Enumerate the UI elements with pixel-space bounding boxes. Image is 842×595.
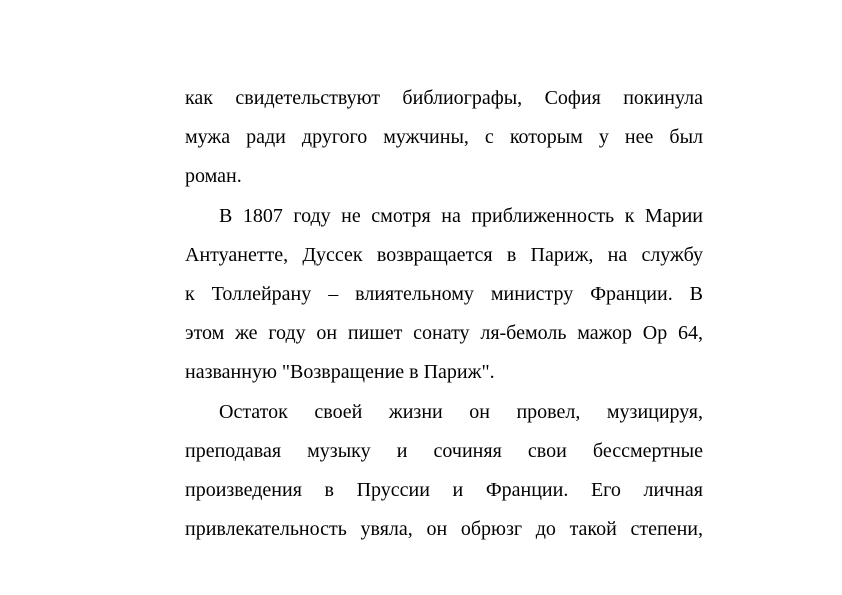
text-line: как свидетельствуют библиографы, София покинула <box>185 87 703 109</box>
text-line: преподавая музыку и сочиняя свои бессмертные <box>185 439 703 462</box>
body-text <box>185 79 703 549</box>
text-line: к Толлейрану – влиятельному министру Франции. В <box>185 282 703 305</box>
text-line: Антуанетте, Дуссек возвращается в Париж, на службу <box>185 243 703 266</box>
text-line: роман. <box>185 165 242 188</box>
text-line: мужа ради другого мужчины, с которым у нее был <box>185 126 703 149</box>
text-line: названную "Возвращение в Париж". <box>185 361 495 384</box>
text-line: этом же году он пишет сонату ля-бемоль мажор Ор 64, <box>185 322 703 345</box>
text-line: В 1807 году не смотря на приближенность к Марии <box>219 204 703 227</box>
text-line: Остаток своей жизни он провел, музицируя, <box>219 400 703 423</box>
text-line: произведения в Пруссии и Франции. Его личная <box>185 478 703 501</box>
text-line: привлекательность увяла, он обрюзг до такой степени, <box>185 518 703 541</box>
